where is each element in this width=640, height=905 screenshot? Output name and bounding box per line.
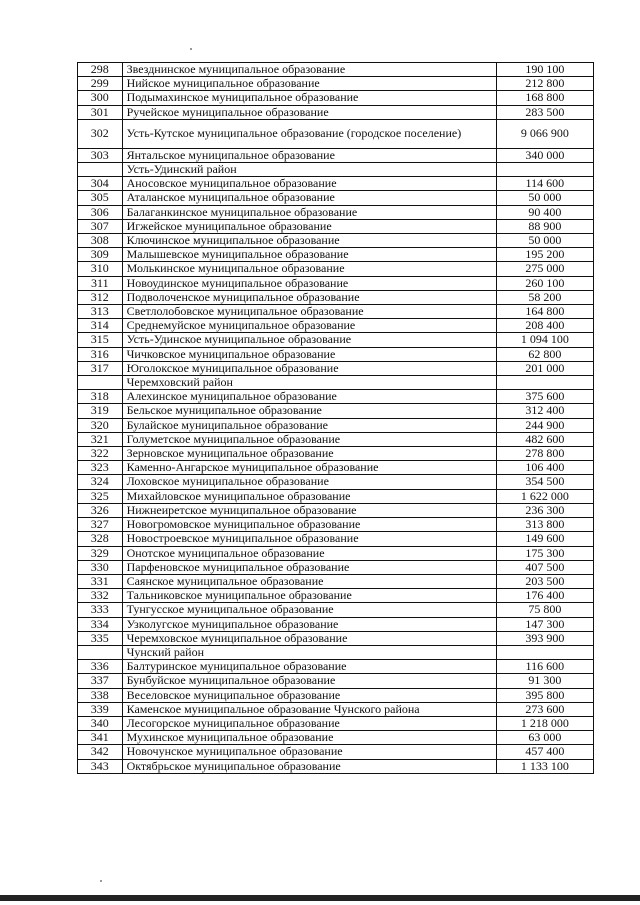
municipality-name: Игжейское муниципальное образование xyxy=(122,219,496,233)
municipality-name: Ручейское муниципальное образование xyxy=(122,105,496,119)
table-row xyxy=(78,489,594,503)
table-row xyxy=(78,716,594,730)
table-row xyxy=(78,390,594,404)
amount-value: 106 400 xyxy=(496,461,593,475)
row-number xyxy=(78,376,123,390)
district-heading-row xyxy=(78,376,594,390)
municipality-name: Тунгусское муниципальное образование xyxy=(122,603,496,617)
row-number: 303 xyxy=(78,148,123,162)
amount-value: 168 800 xyxy=(496,91,593,105)
amount-value: 90 400 xyxy=(496,205,593,219)
amount-value: 9 066 900 xyxy=(496,119,593,148)
amount-value: 208 400 xyxy=(496,319,593,333)
amount-value: 393 900 xyxy=(496,631,593,645)
amount-value: 195 200 xyxy=(496,248,593,262)
district-heading-row xyxy=(78,163,594,177)
district-name: Черемховский район xyxy=(122,376,496,390)
row-number: 329 xyxy=(78,546,123,560)
row-number: 324 xyxy=(78,475,123,489)
row-number: 336 xyxy=(78,660,123,674)
row-number: 321 xyxy=(78,432,123,446)
municipality-name: Онотское муниципальное образование xyxy=(122,546,496,560)
table-row xyxy=(78,177,594,191)
row-number: 320 xyxy=(78,418,123,432)
amount-value: 407 500 xyxy=(496,560,593,574)
municipality-name: Новочунское муниципальное образование xyxy=(122,745,496,759)
row-number: 323 xyxy=(78,461,123,475)
row-number: 343 xyxy=(78,759,123,773)
municipality-name: Октябрьское муниципальное образование xyxy=(122,759,496,773)
amount-value: 201 000 xyxy=(496,361,593,375)
table-row xyxy=(78,660,594,674)
row-number: 315 xyxy=(78,333,123,347)
municipality-name: Бельское муниципальное образование xyxy=(122,404,496,418)
amount-value: 62 800 xyxy=(496,347,593,361)
row-number: 341 xyxy=(78,731,123,745)
amount-value: 1 622 000 xyxy=(496,489,593,503)
scan-speck xyxy=(100,880,102,882)
amount-value: 203 500 xyxy=(496,574,593,588)
row-number: 309 xyxy=(78,248,123,262)
row-number: 304 xyxy=(78,177,123,191)
table-row xyxy=(78,248,594,262)
amount-value: 149 600 xyxy=(496,532,593,546)
municipality-name: Янтальское муниципальное образование xyxy=(122,148,496,162)
table-row xyxy=(78,745,594,759)
scan-edge xyxy=(0,895,640,901)
table-row xyxy=(78,361,594,375)
municipality-name: Аносовское муниципальное образование xyxy=(122,177,496,191)
table-row xyxy=(78,759,594,773)
table-row xyxy=(78,276,594,290)
municipality-name: Парфеновское муниципальное образование xyxy=(122,560,496,574)
amount-value: 147 300 xyxy=(496,617,593,631)
amount-value: 63 000 xyxy=(496,731,593,745)
amount-value xyxy=(496,645,593,659)
table-row xyxy=(78,518,594,532)
row-number: 342 xyxy=(78,745,123,759)
row-number: 318 xyxy=(78,390,123,404)
municipality-name: Веселовское муниципальное образование xyxy=(122,688,496,702)
amount-value: 164 800 xyxy=(496,305,593,319)
municipality-name: Подволоченское муниципальное образование xyxy=(122,290,496,304)
municipality-name: Нижнеиретское муниципальное образование xyxy=(122,503,496,517)
municipality-name: Усть-Удинское муниципальное образование xyxy=(122,333,496,347)
table-body xyxy=(78,63,594,774)
table-row xyxy=(78,475,594,489)
table-row xyxy=(78,305,594,319)
table-row xyxy=(78,219,594,233)
row-number: 322 xyxy=(78,447,123,461)
scan-speck xyxy=(190,48,192,50)
table-row xyxy=(78,702,594,716)
amount-value: 313 800 xyxy=(496,518,593,532)
municipality-name: Среднемуйское муниципальное образование xyxy=(122,319,496,333)
municipality-name: Юголокское муниципальное образование xyxy=(122,361,496,375)
table-row xyxy=(78,731,594,745)
table-row xyxy=(78,447,594,461)
table-row xyxy=(78,91,594,105)
amount-value: 88 900 xyxy=(496,219,593,233)
municipality-name: Молькинское муниципальное образование xyxy=(122,262,496,276)
amount-value: 395 800 xyxy=(496,688,593,702)
table-row xyxy=(78,148,594,162)
table-row xyxy=(78,319,594,333)
municipality-name: Михайловское муниципальное образование xyxy=(122,489,496,503)
row-number: 340 xyxy=(78,716,123,730)
municipality-name: Мухинское муниципальное образование xyxy=(122,731,496,745)
amount-value: 375 600 xyxy=(496,390,593,404)
table-row xyxy=(78,688,594,702)
amount-value: 212 800 xyxy=(496,77,593,91)
amount-value xyxy=(496,163,593,177)
row-number: 313 xyxy=(78,305,123,319)
table-row xyxy=(78,432,594,446)
district-heading-row xyxy=(78,645,594,659)
table-row xyxy=(78,631,594,645)
row-number: 328 xyxy=(78,532,123,546)
municipality-name: Усть-Кутское муниципальное образование (городское поселение) xyxy=(122,119,496,148)
table-row xyxy=(78,532,594,546)
row-number: 308 xyxy=(78,234,123,248)
table-row xyxy=(78,404,594,418)
municipality-name: Нийское муниципальное образование xyxy=(122,77,496,91)
municipality-name: Новостроевское муниципальное образование xyxy=(122,532,496,546)
row-number: 311 xyxy=(78,276,123,290)
table-row xyxy=(78,503,594,517)
municipality-name: Зерновское муниципальное образование xyxy=(122,447,496,461)
amount-value: 354 500 xyxy=(496,475,593,489)
municipality-name: Голуметское муниципальное образование xyxy=(122,432,496,446)
amount-value: 275 000 xyxy=(496,262,593,276)
table-row xyxy=(78,560,594,574)
table-row xyxy=(78,418,594,432)
row-number: 327 xyxy=(78,518,123,532)
table-row xyxy=(78,119,594,148)
municipality-name: Алехинское муниципальное образование xyxy=(122,390,496,404)
row-number: 334 xyxy=(78,617,123,631)
row-number: 299 xyxy=(78,77,123,91)
district-name: Усть-Удинский район xyxy=(122,163,496,177)
municipality-name: Новогромовское муниципальное образование xyxy=(122,518,496,532)
table-row xyxy=(78,205,594,219)
amount-value: 190 100 xyxy=(496,63,593,77)
municipality-name: Ключинское муниципальное образование xyxy=(122,234,496,248)
row-number: 319 xyxy=(78,404,123,418)
municipality-name: Аталанское муниципальное образование xyxy=(122,191,496,205)
amount-value: 283 500 xyxy=(496,105,593,119)
row-number xyxy=(78,645,123,659)
amount-value: 50 000 xyxy=(496,191,593,205)
table-row xyxy=(78,290,594,304)
amount-value: 114 600 xyxy=(496,177,593,191)
row-number: 317 xyxy=(78,361,123,375)
amount-value: 91 300 xyxy=(496,674,593,688)
row-number: 310 xyxy=(78,262,123,276)
row-number: 305 xyxy=(78,191,123,205)
row-number xyxy=(78,163,123,177)
amount-value: 50 000 xyxy=(496,234,593,248)
row-number: 330 xyxy=(78,560,123,574)
municipality-name: Булайское муниципальное образование xyxy=(122,418,496,432)
amount-value: 1 218 000 xyxy=(496,716,593,730)
table-row xyxy=(78,546,594,560)
municipality-name: Подымахинское муниципальное образование xyxy=(122,91,496,105)
row-number: 314 xyxy=(78,319,123,333)
amount-value: 58 200 xyxy=(496,290,593,304)
municipality-name: Каменское муниципальное образование Чунского района xyxy=(122,702,496,716)
row-number: 298 xyxy=(78,63,123,77)
amount-value: 75 800 xyxy=(496,603,593,617)
municipality-name: Чичковское муниципальное образование xyxy=(122,347,496,361)
row-number: 339 xyxy=(78,702,123,716)
row-number: 302 xyxy=(78,119,123,148)
row-number: 335 xyxy=(78,631,123,645)
table-row xyxy=(78,674,594,688)
table-row xyxy=(78,105,594,119)
row-number: 300 xyxy=(78,91,123,105)
municipality-name: Черемховское муниципальное образование xyxy=(122,631,496,645)
table-row xyxy=(78,262,594,276)
municipality-name: Балаганкинское муниципальное образование xyxy=(122,205,496,219)
amount-value: 457 400 xyxy=(496,745,593,759)
table-row xyxy=(78,617,594,631)
amount-value: 244 900 xyxy=(496,418,593,432)
amount-value: 273 600 xyxy=(496,702,593,716)
amount-value: 1 094 100 xyxy=(496,333,593,347)
municipality-name: Светлолобовское муниципальное образование xyxy=(122,305,496,319)
row-number: 307 xyxy=(78,219,123,233)
amount-value: 482 600 xyxy=(496,432,593,446)
amount-value: 312 400 xyxy=(496,404,593,418)
amount-value: 340 000 xyxy=(496,148,593,162)
municipality-name: Звезднинское муниципальное образование xyxy=(122,63,496,77)
municipality-name: Узколугское муниципальное образование xyxy=(122,617,496,631)
table-row xyxy=(78,191,594,205)
amount-value: 175 300 xyxy=(496,546,593,560)
row-number: 316 xyxy=(78,347,123,361)
row-number: 338 xyxy=(78,688,123,702)
municipality-name: Каменно-Ангарское муниципальное образование xyxy=(122,461,496,475)
municipality-name: Саянское муниципальное образование xyxy=(122,574,496,588)
municipality-name: Лесогорское муниципальное образование xyxy=(122,716,496,730)
municipality-name: Новоудинское муниципальное образование xyxy=(122,276,496,290)
amount-value: 116 600 xyxy=(496,660,593,674)
row-number: 332 xyxy=(78,589,123,603)
row-number: 325 xyxy=(78,489,123,503)
table-row xyxy=(78,234,594,248)
table-row xyxy=(78,461,594,475)
allocation-table xyxy=(77,62,594,774)
table-row xyxy=(78,333,594,347)
municipality-name: Тальниковское муниципальное образование xyxy=(122,589,496,603)
table-row xyxy=(78,63,594,77)
table-row xyxy=(78,574,594,588)
row-number: 331 xyxy=(78,574,123,588)
amount-value: 260 100 xyxy=(496,276,593,290)
municipality-name: Лоховское муниципальное образование xyxy=(122,475,496,489)
row-number: 333 xyxy=(78,603,123,617)
amount-value xyxy=(496,376,593,390)
amount-value: 176 400 xyxy=(496,589,593,603)
table-row xyxy=(78,603,594,617)
municipality-name: Балтуринское муниципальное образование xyxy=(122,660,496,674)
row-number: 312 xyxy=(78,290,123,304)
table-row xyxy=(78,589,594,603)
row-number: 337 xyxy=(78,674,123,688)
amount-value: 236 300 xyxy=(496,503,593,517)
table-row xyxy=(78,347,594,361)
amount-value: 1 133 100 xyxy=(496,759,593,773)
table-row xyxy=(78,77,594,91)
district-name: Чунский район xyxy=(122,645,496,659)
municipality-name: Бунбуйское муниципальное образование xyxy=(122,674,496,688)
amount-value: 278 800 xyxy=(496,447,593,461)
municipality-name: Малышевское муниципальное образование xyxy=(122,248,496,262)
row-number: 326 xyxy=(78,503,123,517)
row-number: 301 xyxy=(78,105,123,119)
row-number: 306 xyxy=(78,205,123,219)
